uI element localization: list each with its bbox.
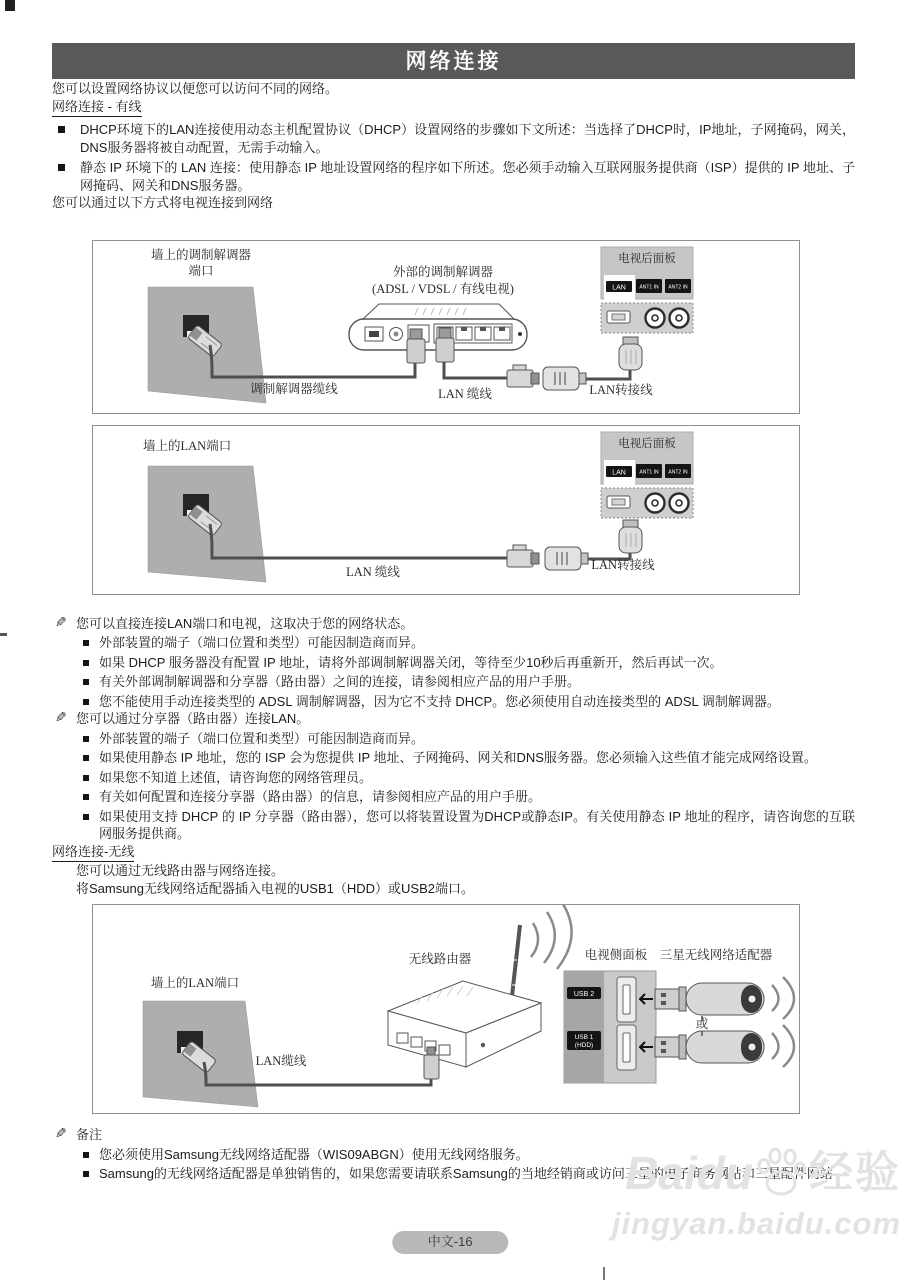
modem-dsl-port-inner [369,331,379,337]
tv-rear-panel-label: 电视后面板 [618,437,676,450]
modem-title-label: 外部的调制解调器 [392,264,493,279]
wireless-line-1: 您可以通过无线路由器与网络连接。 [76,863,285,878]
note-item: 外部装置的端子（端口位置和类型）可能因制造商而异。 [52,634,855,652]
crop-mark-bottom [603,1267,605,1280]
lan-cable-label: LAN 缆线 [346,564,400,579]
router-plug-body [424,1055,439,1079]
or-label: 或 [695,1017,709,1031]
lan-adapter-dongle [619,337,642,370]
router-button [481,1043,485,1047]
wired-bullet: 静态 IP 环境下的 LAN 连接：使用静态 IP 地址设置网络的程序如下所述。您必须手动输入互联网服务提供商（ISP）提供的 IP 地址、子网掩码、网关和DNS服务器。 [52,159,855,194]
note-lead-text: 备注 [76,1127,103,1142]
router-port [439,1045,450,1055]
note-item: 有关外部调制解调器和分享器（路由器）之间的连接，请参阅相应产品的用户手册。 [52,673,855,691]
dongle-neck [679,1035,686,1059]
pencil-icon: ✎ [55,613,67,630]
note-lead [52,615,855,633]
wifi-arc [772,1033,779,1059]
plug-body [407,339,425,363]
note-item: 如果您不知道上述值，请咨询您的网络管理员。 [52,769,855,787]
modem-lid [363,304,514,319]
page-content [52,80,855,1183]
ant1-badge-label: ANT1 IN [639,284,659,290]
wifi-arc [531,923,538,957]
wall-port-label: 墙上的调制解调器端口 [150,247,251,278]
port-notch [480,327,486,331]
router-label: 无线路由器 [408,952,472,966]
usb-plug [655,1037,679,1057]
lan-cable-label: LAN缆线 [255,1054,307,1068]
lan-adapter-dongle [619,520,642,553]
modem-power-pin [394,331,399,336]
ant1-jack-pin [652,500,658,506]
crop-mark-left [0,633,7,636]
lan-port-plug [436,328,454,362]
page-number-pill: 中文-16 [392,1231,509,1254]
note-item: 外部装置的端子（端口位置和类型）可能因制造商而异。 [52,730,855,748]
note-item: 如果 DHCP 服务器没有配置 IP 地址，请将外部调制解调器关闭，等待至少10秒后再重新开，然后再试一次。 [52,654,855,672]
notes-direct [52,615,855,711]
lan-badge-label: LAN [612,284,626,291]
usb1-slot-inner [623,1033,630,1062]
dongle-neck [679,987,686,1011]
watermark-brand: Baidu [625,1147,753,1199]
wired-bullet: DHCP环境下的LAN连接使用动态主机配置协议（DHCP）设置网络的步骤如下文所述：当选择了DHCP时，IP地址，子网掩码，网关，DNS服务器将被自动配置，无需手动输入。 [52,121,855,156]
watermark-brand-suffix: 经验 [809,1148,901,1197]
connect-lead-in: 您可以通过以下方式将电视连接到网络 [52,195,274,210]
rj45-plug [507,545,539,567]
notes-router [52,710,855,843]
pencil-icon: ✎ [55,709,67,725]
dongle-led [749,996,756,1003]
usb-plug-hole [661,1001,666,1005]
router-port [397,1033,408,1043]
note-lead-text: 您可以通过分享器（路由器）连接LAN。 [76,711,310,726]
diagram-wired-lan [92,425,800,595]
lan-cable [444,362,507,378]
modem-reset-dot [518,332,522,336]
port-notch [461,327,467,331]
wifi-arc [783,977,794,1019]
wireless-adapter-dongle-2 [655,1025,794,1067]
usb1-badge-label: USB 1 [574,1034,594,1041]
note-item: 如果使用支持 DHCP 的 IP 分享器（路由器），您可以将装置设置为DHCP或静态IP。有关使用静态 IP 地址的程序，请咨询您的互联网服务提供商。 [52,808,855,843]
wireless-router [388,905,572,1079]
wired-bullet-list [52,121,855,194]
dongle-led [749,1044,756,1051]
note-item: 您不能使用手动连接类型的 ADSL 调制解调器，因为它不支持 DHCP。您必须使用自动连接类型的 ADSL 调制解调器。 [52,693,855,711]
router-port [411,1037,422,1047]
ant2-jack-pin [676,500,682,506]
rj45-body [507,370,533,387]
rj45-plug [507,365,539,387]
note-items [52,1146,855,1183]
tv-rear-panel-label: 电视后面板 [618,252,676,265]
rj45-body [507,550,533,567]
modem-cable-label: 调制解调器缆线 [250,381,338,396]
rj45-tip [531,373,539,384]
lan-adapter-cable [586,369,630,379]
page-title: 网络连接 [52,43,855,79]
rj45-tip [531,553,539,564]
wall-port-label: 墙上的LAN端口 [150,976,240,990]
note-item: 您必须使用Samsung无线网络适配器（WIS09ABGN）使用无线网络服务。 [52,1146,855,1164]
note-item: 如果使用静态 IP 地址，您的 ISP 会为您提供 IP 地址、子网掩码、网关和DNS服务器。您必须输入这些值才能完成网络设置。 [52,749,855,767]
section-heading-wired: 网络连接 - 有线 [52,98,855,118]
lan-adapter-label: LAN转接线 [589,382,653,397]
router-antenna [511,925,520,1005]
crop-mark-top-left [5,0,15,11]
diagram-wireless [92,904,800,1114]
usb2-badge-label: USB 2 [573,991,595,998]
ant1-jack-pin [652,315,658,321]
pencil-icon: ✎ [55,1125,67,1141]
intro-text: 您可以设置网络协议以便您可以访问不同的网络。 [52,81,339,96]
notes-remark [52,1126,855,1183]
note-items [52,730,855,843]
usb-plug-hole [661,1041,666,1045]
note-item: Samsung的无线网络适配器是单独销售的，如果您需要请联系Samsung的当地经销商或访问三星的电子商务网站和三星配件网站 [52,1165,855,1183]
usb1-badge-sublabel: (HDD) [574,1042,594,1049]
ant2-badge-label: ANT2 IN [668,284,688,290]
wireless-adapter-dongle-1 [655,977,794,1019]
wireless-line-2: 将Samsung无线网络适配器插入电视的USB1（HDD）或USB2端口。 [76,880,475,896]
diagram-wireless-art [93,905,799,1113]
plug-body [436,338,454,362]
lan-jack-slot [612,314,625,320]
wifi-arc [544,912,555,963]
ant1-badge-label: ANT1 IN [639,469,659,475]
usb-plug-hole [661,993,666,997]
section-heading-wireless: 网络连接-无线 [52,843,855,863]
note-item: 有关如何配置和连接分享器（路由器）的信息，请参阅相应产品的用户手册。 [52,788,855,806]
usb-plug-hole [661,1049,666,1053]
wifi-arc [772,985,779,1011]
tv-side-panel-label: 电视侧面板 [584,948,648,962]
note-items [52,634,855,710]
wall [148,466,266,582]
diagram-wired-modem [92,240,800,414]
lan-cable-label: LAN 缆线 [438,386,492,401]
ant2-badge-label: ANT2 IN [668,469,688,475]
modem-subtitle-label: (ADSL / VDSL / 有线电视) [372,281,514,296]
usb2-slot-inner [623,985,630,1014]
watermark-url: jingyan.baidu.com [611,1206,901,1241]
adapter-label: 三星无线网络适配器 [659,948,773,962]
lan-jack-slot [612,499,625,505]
note-lead [52,1126,855,1144]
lan-badge-label: LAN [612,469,626,476]
tv-side-panel [564,971,656,1083]
note-lead-text: 您可以直接连接LAN端口和电视，这取决于您的网络状态。 [76,615,414,631]
wall-port-label: 墙上的LAN端口 [143,438,232,453]
port-notch [499,327,505,331]
usb-plug [655,989,679,1009]
lan-adapter-label: LAN转接线 [591,557,655,572]
wifi-arc [783,1025,794,1067]
ant2-jack-pin [676,315,682,321]
modem-port-plug [407,329,425,363]
note-lead [52,710,855,728]
